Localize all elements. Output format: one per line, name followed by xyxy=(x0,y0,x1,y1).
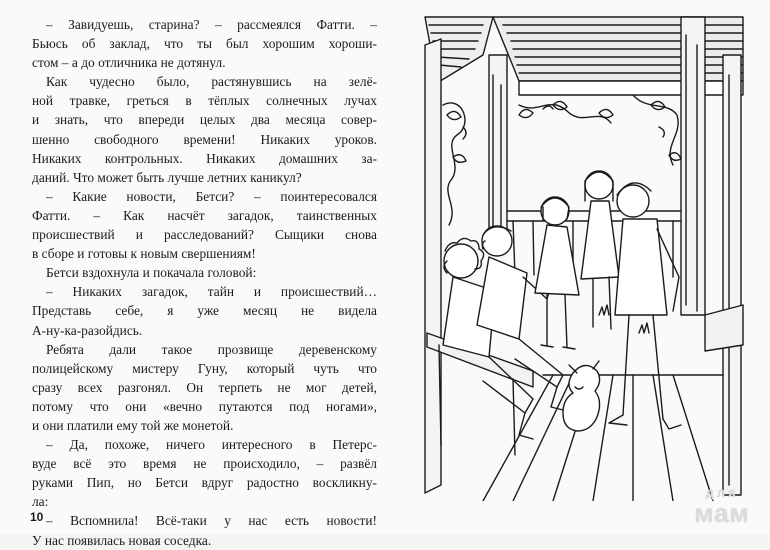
text-line: Бетси вздохнула и покачала головой: xyxy=(46,265,257,281)
text-line: Как чудесно было, растянувшись на зелё- xyxy=(46,74,377,90)
text-line: Бьюсь об заклад, что ты был хорошим хороши- xyxy=(32,36,377,52)
text-line: Никаких контрольных. Никаких домашних за- xyxy=(32,150,377,166)
text-line: – Никаких загадок, тайн и происшествий… xyxy=(46,284,377,300)
text-line: потому что они «вечно путаются под ногами», xyxy=(32,398,377,414)
text-line: и знать, что впереди целых два месяца совер- xyxy=(32,112,377,128)
watermark-bottom: мам xyxy=(694,498,750,528)
text-line: даний. Что может быть лучше летних каникул? xyxy=(32,169,302,185)
text-line: и они платили ему той же монетой. xyxy=(32,417,234,433)
watermark-logo xyxy=(682,486,762,530)
text-line: происшествий и расследований? Сыщики снова xyxy=(32,227,377,243)
text-line: Ребята дали такое прозвище деревенскому xyxy=(46,341,377,357)
text-line: ла: xyxy=(32,494,49,510)
illustration-children-in-gazebo xyxy=(423,15,745,501)
text-line: – Да, похоже, ничего интересного в Петерс- xyxy=(46,437,377,453)
text-line: ной травке, греться в тёплых солнечных лучах xyxy=(32,93,377,109)
text-line: Представь себе, я уже месяц не видела xyxy=(32,303,377,319)
text-line: полицейскому мистеру Гуну, который чуть что xyxy=(32,360,377,376)
text-line: – Вспомнила! Всё-таки у нас есть новости! xyxy=(46,513,377,529)
text-line: У нас появилась новая соседка. xyxy=(32,532,212,548)
text-line: – Какие новости, Бетси? – поинтересовался xyxy=(46,188,377,204)
watermark-top: для xyxy=(705,485,739,500)
text-line: стом – а до отличника не дотянул. xyxy=(32,55,226,71)
text-line: вуде всё это время не происходило, – развёл xyxy=(32,456,377,472)
text-line: Фатти. – Как насчёт загадок, таинственных xyxy=(32,207,377,223)
text-line: А-ну-ка-разойдись. xyxy=(32,322,143,338)
text-column xyxy=(32,15,377,550)
text-line: шенно свободного времени! Никаких уроков. xyxy=(32,131,377,147)
page-number: 10 xyxy=(30,510,44,524)
text-line: руками Пип, но Бетси вдруг радостно воскликну- xyxy=(32,475,377,491)
text-line: в сборе и готовы к новым свершениям! xyxy=(32,246,256,262)
text-line: сразу всех разгонял. Он терпеть не мог детей, xyxy=(32,379,377,395)
text-line: – Завидуешь, старина? – рассмеялся Фатти. – xyxy=(46,17,377,32)
